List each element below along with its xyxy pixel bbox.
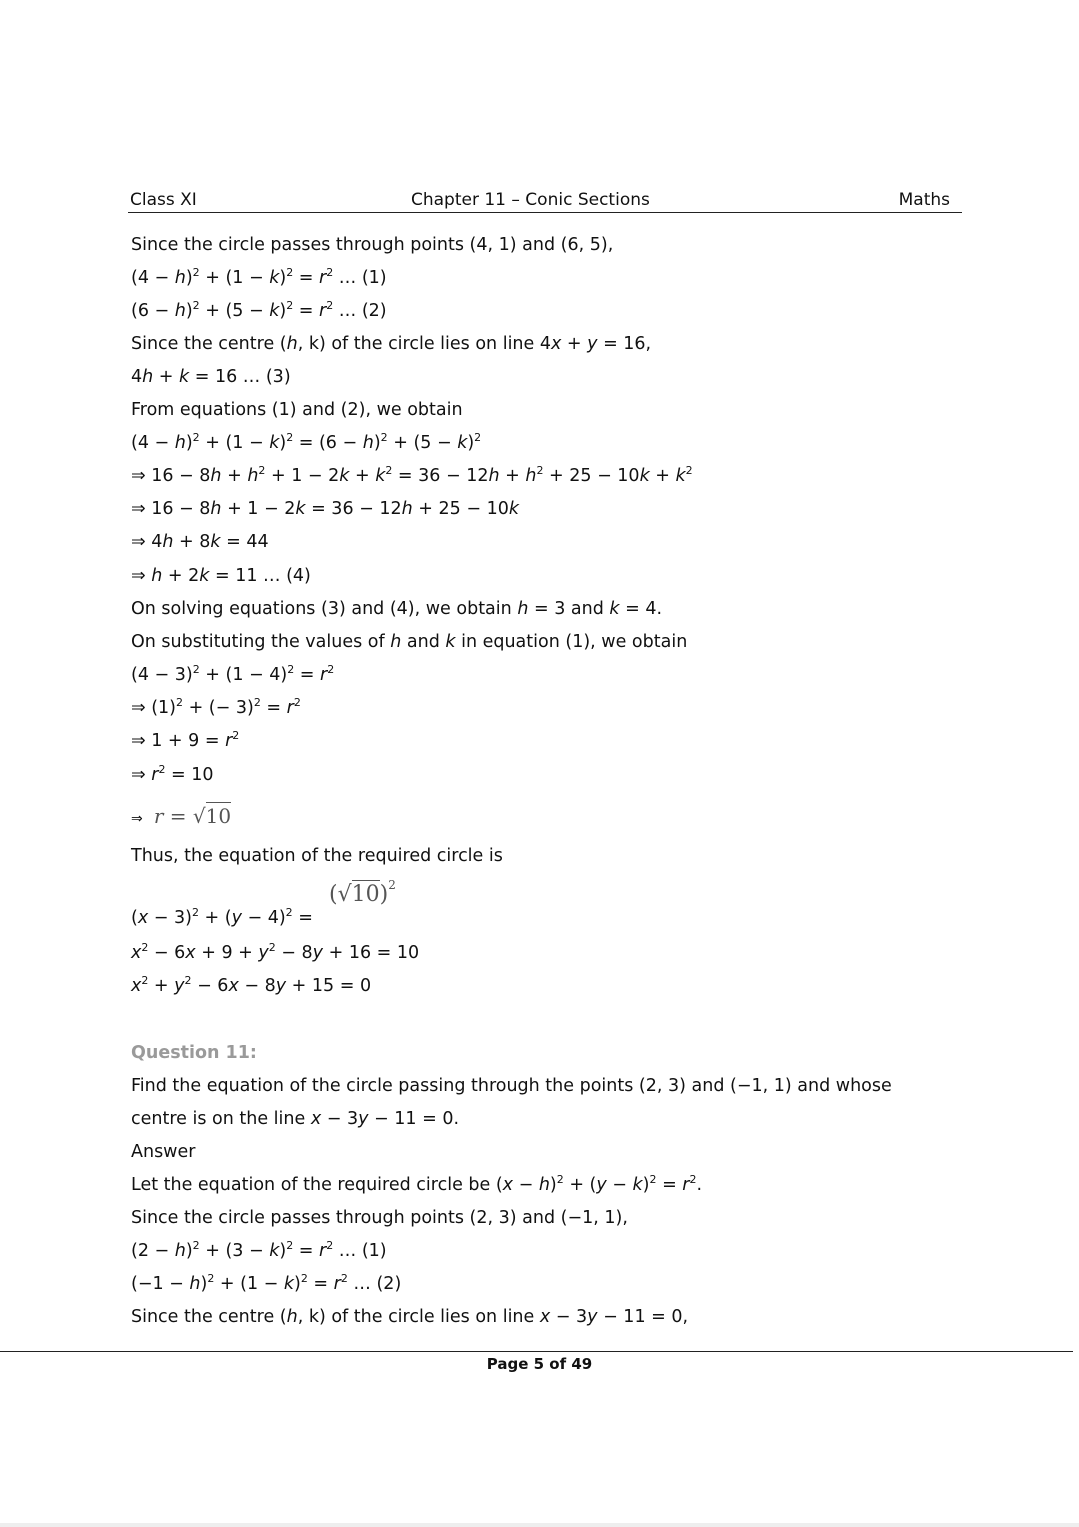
header-class: Class XI — [130, 190, 197, 210]
page-number: Page 5 of 49 — [486, 1355, 593, 1373]
question-text: Find the equation of the circle passing through the points (2, 3) and (−1, 1) and whose — [131, 1076, 892, 1096]
page-header — [128, 188, 962, 213]
equation-line: ⇒ r = √10 — [131, 804, 232, 828]
equation-line: $(4 - 3)^2 + (1 - 4)^2 = r^2$ — [131, 663, 335, 685]
text-span: in equation (1), we obtain — [455, 632, 688, 652]
footer-rule — [0, 1351, 1073, 1352]
text-line: Thus, the equation of the required circle is — [131, 846, 503, 866]
equation-line: $(4 - h)^2 + (1 - k)^2 = (6 - h)^2 + (5 - k)^2$ — [131, 431, 482, 453]
equation-line: $x^2 + y^2 - 6x - 8y + 15 = 0$ — [131, 974, 372, 996]
text-line: Since the circle passes through points (4, 1) and (6, 5), — [131, 235, 614, 255]
equation-line: ⇒ 4h + 8k = 44 — [131, 532, 269, 552]
header-subject: Maths — [898, 190, 950, 210]
equation-line: ⇒ 16 − 8h + 1 − 2k = 36 − 12h + 25 − 10k — [131, 499, 519, 519]
text-span: centre is on the line — [131, 1109, 311, 1129]
text-span: On substituting the values of — [131, 632, 391, 652]
equation-line: $(4 - h)^2 + (1 - k)^2 = r^2$ … (1) — [131, 266, 387, 288]
equation-line: $(2 - h)^2 + (3 - k)^2 = r^2$ … (1) — [131, 1239, 387, 1261]
text-line: Since the circle passes through points (2, 3) and (−1, 1), — [131, 1208, 628, 1228]
question-title: Question 11: — [131, 1043, 257, 1063]
text-line: On solving equations (3) and (4), we obtain h = 3 and k = 4. — [131, 599, 663, 619]
equation-line: ⇒ $1 + 9 = r^2$ — [131, 729, 240, 751]
text-line: From equations (1) and (2), we obtain — [131, 400, 463, 420]
equation-line: $x^2 - 6x + 9 + y^2 - 8y + 16 = 10$ — [131, 941, 420, 963]
text-line: On substituting the values of h and k in equation (1), we obtain — [131, 632, 688, 652]
equation-line: ⇒ $r^2 = 10$ — [131, 763, 214, 785]
equation-line: ⇒ $16 - 8h + h^2 + 1 - 2k + k^2 = 36 - 12h + h^2 + 25 - 10k + k^2$ — [131, 464, 693, 486]
text-line: Let the equation of the required circle be $(x - h)^2 + (y - k)^2 = r^2$. — [131, 1173, 703, 1195]
answer-label: Answer — [131, 1142, 196, 1162]
equation-line: ⇒ h + 2k = 11 … (4) — [131, 566, 311, 586]
text-line: Since the centre (h, k) of the circle lies on line x − 3y − 11 = 0, — [131, 1307, 689, 1327]
header-chapter: Chapter 11 – Conic Sections — [411, 190, 650, 210]
text-span: On solving equations (3) and (4), we obtain — [131, 599, 512, 619]
text-span: Let the equation of the required circle be — [131, 1175, 496, 1195]
equation-line: $(-1 - h)^2 + (1 - k)^2 = r^2$ … (2) — [131, 1272, 402, 1294]
question-text: centre is on the line x − 3y − 11 = 0. — [131, 1109, 460, 1129]
equation-line: $(6 - h)^2 + (5 - k)^2 = r^2$ … (2) — [131, 299, 387, 321]
page-edge — [0, 1523, 1079, 1527]
equation-line: 4h + k = 16 … (3) — [131, 367, 291, 387]
equation-line: ⇒ $(1)^2$ + (− $3)^2 = r^2$ — [131, 696, 301, 718]
text-line: Since the centre (h, k) of the circle lies on line 4x + y = 16, — [131, 334, 652, 354]
